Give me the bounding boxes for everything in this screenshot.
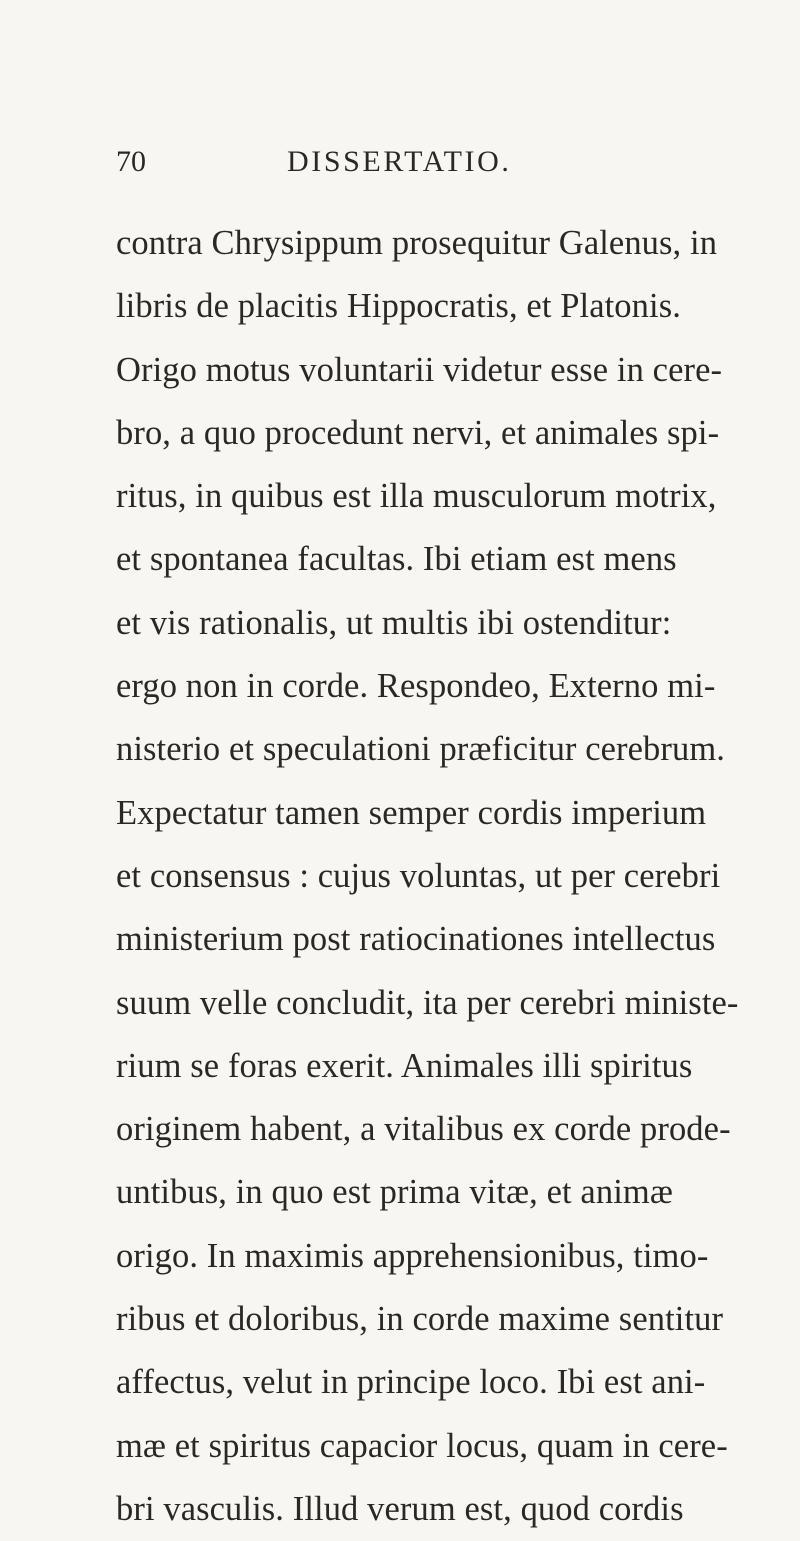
- text-line: origo. In maximis apprehensionibus, timo-: [116, 1236, 709, 1275]
- page-number: 70: [116, 145, 146, 178]
- text-line: untibus, in quo est prima vitæ, et animæ: [116, 1173, 673, 1212]
- text-line: et vis rationalis, ut multis ibi ostenditur:: [116, 603, 672, 642]
- text-line: Origo motus voluntarii videtur esse in cere-: [116, 350, 723, 389]
- text-line: rium se foras exerit. Animales illi spiritus: [116, 1046, 693, 1085]
- text-line: contra Chrysippum prosequitur Galenus, in: [116, 224, 718, 262]
- page-header: [116, 142, 676, 182]
- text-line: mæ et spiritus capacior locus, quam in cere-: [116, 1426, 728, 1465]
- text-line: et consensus : cujus voluntas, ut per cerebri: [116, 856, 721, 895]
- text-line: bri vasculis. Illud verum est, quod cordis: [116, 1489, 684, 1528]
- text-line: bro, a quo procedunt nervi, et animales spi-: [116, 413, 720, 452]
- text-line: ministerium post ratiocinationes intellectus: [116, 920, 716, 959]
- text-line: suum velle concludit, ita per cerebri ministe-: [116, 983, 739, 1022]
- text-line: ribus et doloribus, in corde maxime sentitur: [116, 1300, 724, 1339]
- running-title: DISSERTATIO.: [287, 145, 512, 178]
- text-line: affectus, velut in principe loco. Ibi est ani-: [116, 1363, 706, 1402]
- text-line: Expectatur tamen semper cordis imperium: [116, 793, 707, 832]
- text-line: ergo non in corde. Respondeo, Externo mi-: [116, 667, 716, 706]
- text-line: originem habent, a vitalibus ex corde prode-: [116, 1110, 731, 1149]
- text-line: ritus, in quibus est illa musculorum motrix,: [116, 477, 717, 516]
- text-line: et spontanea facultas. Ibi etiam est mens: [116, 540, 677, 579]
- text-line: libris de placitis Hippocratis, et Platonis.: [116, 287, 681, 326]
- body-text: [116, 212, 739, 1541]
- text-line: nisterio et speculationi præficitur cerebrum.: [116, 730, 726, 769]
